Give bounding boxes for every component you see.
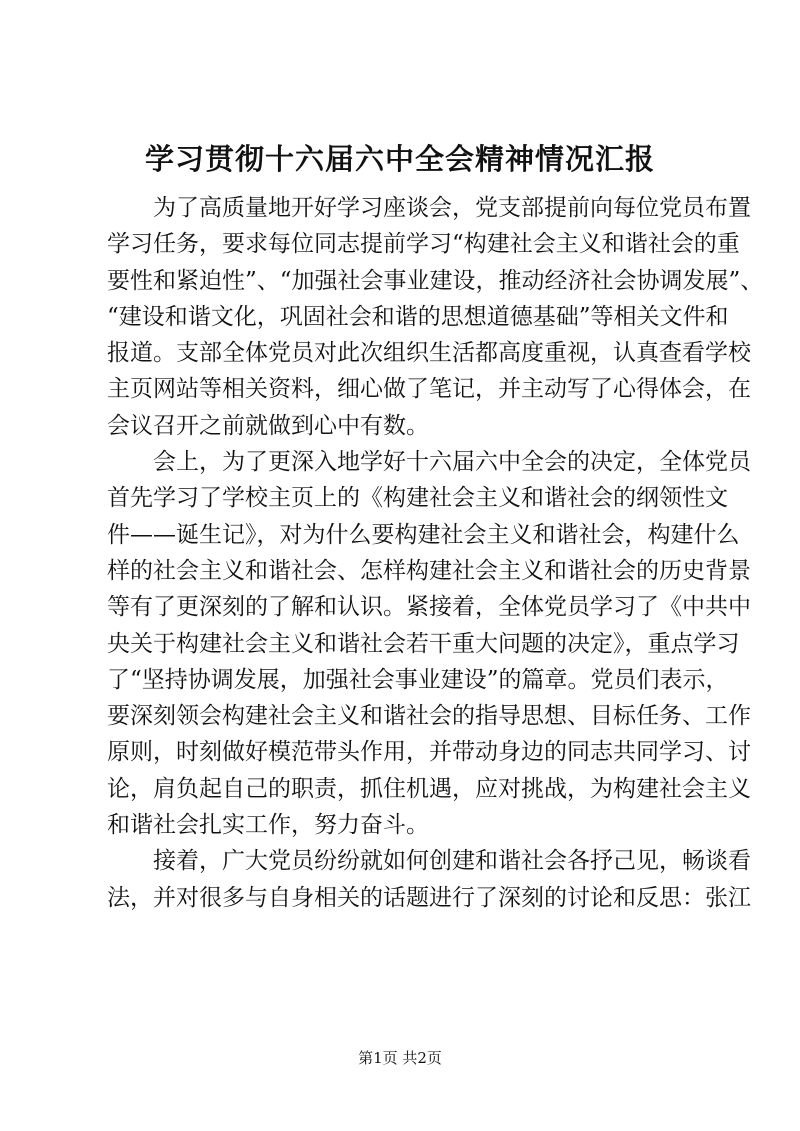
paragraph-line: 原则，时刻做好模范带头作用，并带动身边的同志共同学习、讨 (107, 739, 751, 766)
document-body (107, 190, 764, 916)
paragraph-line: 主页网站等相关资料，细心做了笔记，并主动写了心得体会，在 (107, 376, 751, 403)
paragraph (107, 843, 751, 916)
paragraph-line: 要性和紧迫性”、“加强社会事业建设，推动经济社会协调发展”、 (107, 267, 764, 294)
document-title: 学习贯彻十六届六中全会精神情况汇报 (144, 142, 655, 176)
paragraph-line: 样的社会主义和谐社会、怎样构建社会主义和谐社会的历史背景 (107, 557, 751, 584)
paragraph-line: 报道。支部全体党员对此次组织生活都高度重视，认真查看学校 (107, 340, 751, 367)
page-footer: 第1页 共2页 (358, 1049, 442, 1067)
paragraph-line: 法，并对很多与自身相关的话题进行了深刻的讨论和反思：张江 (107, 884, 751, 911)
paragraph-line: 接着，广大党员纷纷就如何创建和谐社会各抒己见，畅谈看 (153, 848, 751, 875)
paragraph-line: 首先学习了学校主页上的《构建社会主义和谐社会的纲领性文 (107, 485, 728, 512)
paragraph-line: 论，肩负起自己的职责，抓住机遇，应对挑战，为构建社会主义 (107, 775, 751, 802)
paragraph-line: 了“坚持协调发展，加强社会事业建设”的篇章。党员们表示， (107, 666, 729, 693)
paragraph-line: 为了高质量地开好学习座谈会，党支部提前向每位党员布置 (153, 195, 751, 221)
paragraph-line: 和谐社会扎实工作，努力奋斗。 (107, 812, 429, 839)
paragraph-line: 央关于构建社会主义和谐社会若干重大问题的决定》，重点学习 (107, 630, 740, 657)
paragraph-line: 学习任务，要求每位同志提前学习“构建社会主义和谐社会的重 (107, 231, 740, 258)
paragraph-line: “建设和谐文化，巩固社会和谐的思想道德基础”等相关文件和 (107, 303, 729, 330)
paragraph-line: 等有了更深刻的了解和认识。紧接着，全体党员学习了《中共中 (107, 594, 751, 621)
paragraph (107, 190, 764, 444)
paragraph-line: 会议召开之前就做到心中有数。 (107, 412, 429, 439)
paragraph-line: 件——诞生记》，对为什么要构建社会主义和谐社会，构建什么 (107, 521, 740, 548)
paragraph-line: 会上，为了更深入地学好十六届六中全会的决定，全体党员 (153, 449, 751, 476)
paragraph (107, 444, 751, 843)
paragraph-line: 要深刻领会构建社会主义和谐社会的指导思想、目标任务、工作 (107, 703, 751, 730)
